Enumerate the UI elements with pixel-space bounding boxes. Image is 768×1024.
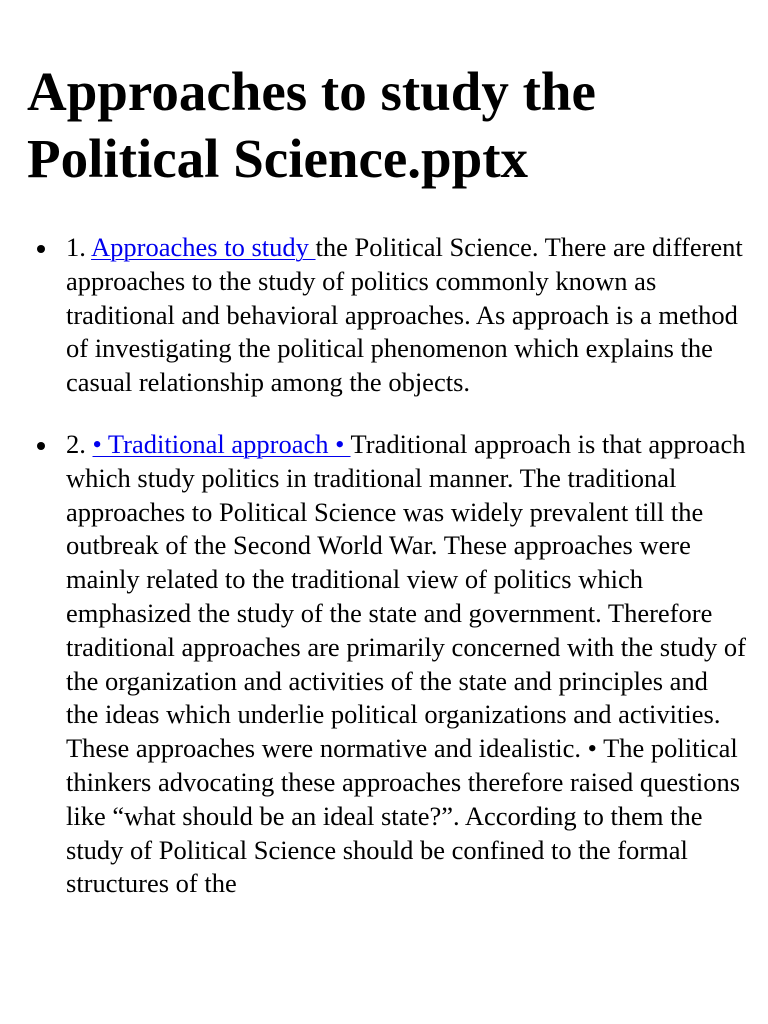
slide-link-traditional-approach[interactable]: • Traditional approach • <box>92 428 351 459</box>
bullet-icon <box>37 245 45 253</box>
slide-text: the Political Science. There are different approaches to the study of politics commonly known as traditional and behavioral approaches. As approach is a method of investigating the political phenomenon which explains the casual relationship among the objects. <box>66 232 743 398</box>
slide-link-approaches[interactable]: Approaches to study <box>91 232 316 262</box>
bullet-icon <box>37 442 45 450</box>
slide-number: 1. <box>66 232 86 262</box>
slide-item-2 <box>0 428 768 901</box>
slide-number: 2. <box>66 428 86 459</box>
slide-list <box>0 231 768 929</box>
slide-text: Traditional approach is that approach which study politics in traditional manner. The traditional approaches to Political Science was widely prevalent till the outbreak of the Second World War. These approaches were mainly related to the traditional view of politics which emphasized the study of the state and government. Therefore traditional approaches are primarily concerned with the study of the organization and activities of the state and principles and the ideas which underlie political organizations and activities. These approaches were normative and idealistic. • The political thinkers advocating these approaches therefore raised questions like “what should be an ideal state?”. According to them the study of Political Science should be confined to the formal structures of the <box>66 428 746 899</box>
page-title: Approaches to study the Political Science.pptx <box>27 61 596 189</box>
slide-item-1 <box>0 231 768 400</box>
